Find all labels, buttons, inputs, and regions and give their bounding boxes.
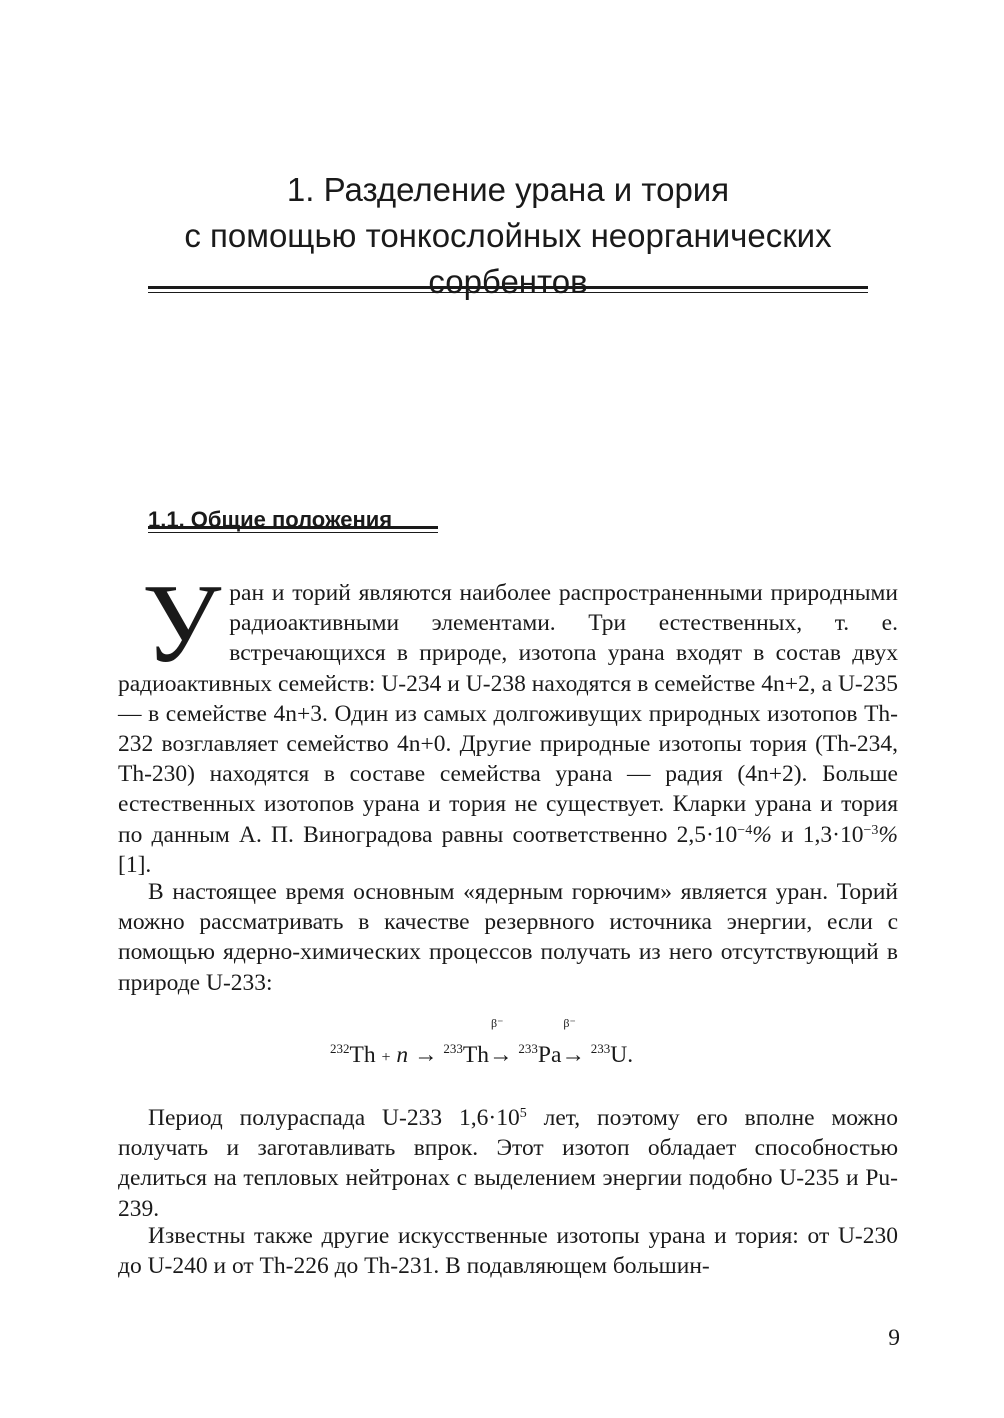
section-title: 1.1. Общие положения	[148, 507, 393, 533]
paragraph-1-text-b: и 1,3·10	[771, 821, 864, 848]
formula-mass-232: 232	[330, 1041, 350, 1056]
paragraph-2	[118, 877, 898, 998]
formula-arrow-1: →	[414, 1042, 438, 1068]
formula-beta-1: β⁻	[491, 1016, 504, 1030]
paragraph-1	[118, 562, 898, 880]
exponent-1: −4	[737, 822, 753, 838]
paragraph-4-text: Известны также другие искусственные изотопы урана и тория: от U-230 до U-240 и от Th-226 до Th-231. В подавляющем большин-	[118, 1223, 898, 1280]
formula-element-th: Th	[349, 1042, 376, 1068]
percent-1: %	[752, 821, 772, 848]
exponent-2: −3	[863, 822, 879, 838]
formula-mass-233-pa: 233	[518, 1041, 538, 1056]
nuclear-reaction-formula	[330, 1016, 690, 1073]
paragraph-1-text-c: [1].	[118, 851, 152, 878]
drop-cap: У	[142, 562, 222, 686]
formula-arrow-3: →	[561, 1042, 585, 1068]
chapter-title-line-2: с помощью тонкослойных неорганических	[184, 217, 832, 255]
exponent-3: 5	[519, 1106, 527, 1121]
formula-element-th-233: Th	[462, 1042, 489, 1068]
section-title-underline	[148, 526, 438, 533]
chapter-title	[148, 167, 868, 305]
formula-neutron: n	[396, 1042, 409, 1068]
chapter-title-underline	[148, 286, 868, 293]
formula-mass-233-th: 233	[443, 1041, 463, 1056]
paragraph-2-text: В настоящее время основным «ядерным горючим» является уран. Торий можно рассматривать в качестве резервного источника энергии, если с помощью ядерно-химических процессов получать из него отсутствующий в природе U-233:	[118, 879, 898, 996]
paragraph-3	[118, 1103, 898, 1224]
formula-beta-2: β⁻	[563, 1016, 576, 1030]
page-number: 9	[888, 1325, 900, 1351]
paragraph-1-text-a: ран и торий являются наиболее распространенными природными радиоактивными элементами. Три естественных, т. е. встречающихся в природе, изотопа урана входят в состав двух радиоактивных семейств: U-234 и U-238 находятся в семействе 4n+2, а U-235 — в семействе 4n+3. Один из самых долгоживущих природных изотопов Th-232 возглавляет семейство 4n+0. Другие природные изотопы тория (Th-234, Th-230) находятся в составе семейства урана — радия (4n+2). Больше естественных изотопов урана и тория не существует. Кларки урана и тория по данным А. П. Виноградова равны соответственно 2,5·10	[118, 580, 898, 848]
chapter-title-line-1: 1. Разделение урана и тория	[286, 171, 730, 209]
formula-element-u: U.	[610, 1042, 634, 1068]
paragraph-4	[118, 1221, 898, 1281]
percent-2: %	[878, 821, 898, 848]
formula-arrow-2: →	[489, 1042, 513, 1068]
paragraph-3-text-b: лет, поэтому его вполне можно получать и заготавливать впрок. Этот изотоп обладает способностью делиться на тепловых нейтронах с выделением энергии подобно U-235 и Pu-239.	[118, 1105, 898, 1222]
formula-mass-233-u: 233	[590, 1041, 611, 1056]
paragraph-3-text-a: Период полураспада U-233 1,6·10	[148, 1105, 520, 1131]
formula-element-pa: Pa	[537, 1042, 562, 1068]
chapter-title-line-3: сорбентов	[428, 263, 588, 301]
formula-plus: +	[381, 1049, 391, 1066]
